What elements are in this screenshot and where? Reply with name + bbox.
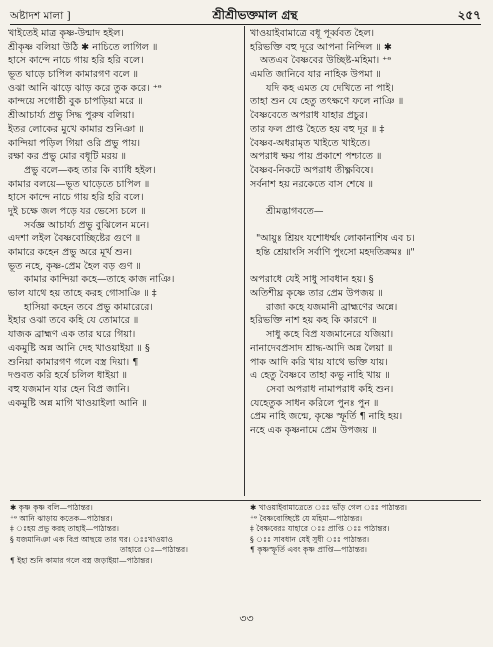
verse-line: নানাদেবপ্রসাদ শ্রাদ্ধ-আদি অন্ন লৈয়া ॥ [250,342,393,354]
verse-line: কামার বলয়ে—ভূত ঘাড়েতে চাপিল ॥ [8,178,150,190]
verse-line: কান্দিয়া পড়িল গিয়া ওরি প্রভু পায়। [8,137,141,149]
verse-line: এদশা লইল বৈষ্ণবোচ্ছিষ্টের গুণে ॥ [8,233,141,245]
verse-line: হরিভক্তি বহু দূরে আপনা নিন্দিল ॥ ✱ [250,41,392,53]
footnote: ‡ ঃহয় প্রভু করহ তাহাই—পাঠান্তর। [10,524,119,533]
verse-line: খাইতেই মাত্র কৃষ্ণ-উন্মাদ হইল। [8,28,124,39]
line-gap [250,219,484,233]
verse-line: ওঝা আনি ঝাড়ে ঝাড় করে তুক করে। ⁺ᶱ [8,82,162,94]
footnotes-left [10,503,240,566]
verse-line: হাসিয়া কহেন তবে প্রভু কামারেরে। [24,301,153,313]
verse-line: ইহার ওঝা তবে কহি যে তোমারে ॥ [8,315,139,327]
line-gap [250,260,484,274]
footnote: ⁺ᶱ আনি ঝাড়ায় কতেক—পাঠান্তর। [10,513,113,523]
verse-line: ভাল যাথে হয় তাহে করহ গোসাঞি ॥ ‡ [8,288,157,300]
verse-line: বহু যজমান যার হেন বিপ্র জানি। [8,383,130,395]
header-page-number: ২৫৭ [457,8,481,22]
header-rule [10,24,481,25]
header-left: অষ্টাদশ মালা ] [10,10,71,22]
verse-line: যাজক ব্রাহ্মণ এক তার ঘরে গিয়া। [8,329,136,341]
footnote: তাহারে ঃ—পাঠান্তর। [120,545,188,554]
verse-line: বৈষ্ণবেতে অপরাধ যাহার প্রচুর। [250,110,368,122]
verse-line: কান্দয়ে সগোষ্ঠী বুক চাপড়িয়া মরে ॥ [8,96,143,108]
verse-line: এমতি জানিবে যার নাহিক উপমা ॥ [250,69,381,81]
verse-line: কামারে কহেন প্রভু অরে মূর্খ শুন। [8,247,133,258]
sanskrit-quote-line: হন্তি শ্রেয়াংসি সর্বাণি পুংসো মহদতিক্রমঃ ॥" [256,247,415,259]
verse-line: পাক আদি করি খায় যাথে ভক্তি যায়। [250,356,388,368]
verse-line: বৈষ্ণব-অধরামৃত খাইতে খাইতে। [250,137,371,149]
footnote: § ঃঃ সাবধান যেই সুধী ঃঃ পাঠান্তর। [250,534,370,544]
footnote-rule [10,500,481,501]
verse-line: একমুষ্টি অন্ন মাগি খাওয়াইলা আনি ॥ [8,397,147,409]
verse-line: রক্ষা কর প্রভু মোর বধূটি মরয় ॥ [8,151,127,163]
verse-line: সর্বজ্ঞ আচার্য্য প্রভু বুঝিলেন মনে। [24,219,150,231]
footnote: ⁺ᶱ বৈষ্ণবোচ্ছিষ্টে যে মহিমা—পাঠান্তর। [250,513,363,523]
verse-line: দুই চক্ষে জল পড়ে যর ভেস্যে চলে ॥ [8,205,146,217]
header-title: শ্রীশ্রীভক্তমাল গ্রন্থ [212,8,298,22]
verse-line: রাজা কহে যজমানী ব্রাহ্মণের অন্নে। [266,301,398,313]
verse-line: দণ্ডবত করি হর্ষে চলিল ধাইয়া ॥ [8,370,128,382]
verse-line: প্রেম নাহি জন্মে, কৃষ্ণে স্ফূর্তি ¶ নাহি হয়। [250,411,403,423]
verse-line: যদি কহ এমত যে দেখিতে না পাই। [266,82,394,94]
left-column [8,27,246,410]
footnote: § যজমানিঞা এক বিপ্র আছয়ে তার ঘর। ঃঃখাওয়াও [10,534,173,544]
verse-line: হরিভক্তি নাশ হয় কহ কি কারণে ॥ [250,315,377,327]
verse-line: শ্রীকৃষ্ণ বলিয়া উঠি ✱ নাচিতে লাগিল ॥ [8,41,158,53]
footnotes-right [250,503,482,556]
verse-line: একমুষ্টি অন্ন আনি দেহ খাওয়াইয়া ॥ § [8,342,150,354]
verse-line: সেবা অপরাধ নামাপরাধ কহি শুন। [266,383,394,395]
verse-line: ভূত নহে, কৃষ্ণ-প্রেম হৈল বড় গুণ ॥ [8,260,141,272]
verse-line: ভূত ঘাড়ে চাপিল কামারগণ বলে ॥ [8,69,139,81]
verse-line: প্রভু বলে—কহ তার কি ব্যাধি হইল। [24,164,156,176]
verse-line: অপরাধ ক্ষয় পায় প্রকাশে পশ্চাতে ॥ [250,151,382,163]
running-header [10,6,481,24]
verse-line: হাসে কান্দে নাচে গায় হরি হরি বলে। [8,192,144,204]
footnote: ¶ কৃষ্ণস্ফূর্তি এবং কৃষ্ণ প্রাপ্তি—পাঠান্তর। [250,545,367,554]
page-number: ৩৩ [239,612,254,625]
verse-line: অতিশীঘ্র কৃষ্ণে তার প্রেম উপজয় ॥ [250,288,383,300]
right-column [250,27,484,438]
verse-line: অতএব বৈষ্ণবের উচ্ছিষ্ট-মহিমা। ⁺ᶱ [260,55,392,67]
verse-line: শ্রীআচার্য্য প্রভু সিদ্ধ পুরুষ বলিয়া। [8,110,135,122]
verse-line: অপরাধে যেই সাধু সাবধান হয়। § [250,274,374,286]
footnote: ‡ বৈষ্ণবেরঃ যাহারে ঃঃ প্রাপ্তি ঃঃ পাঠান্তর। [250,524,390,533]
verse-line: তাহা শুন যে হেতু তৎক্ষণে ফলে নাঞি ॥ [250,96,404,108]
verse-line: সাধু কহে বিপ্র যজমানেরে যজিয়া। [266,329,394,341]
verse-line: কামার কান্দিয়া কহে—তাহে কাজ নাঞি। [24,274,175,286]
verse-line: নহে এক কৃষ্ণনামে প্রেম উপজয় ॥ [250,424,377,436]
verse-line: ইতর লোকের মুখে কামার শুনিঞা ॥ [8,123,144,135]
verse-line: যেহেতুক সাধন করিলে পুনঃ পুন ॥ [250,397,379,409]
verse-line: বৈষ্ণব-নিকটে অপরাধ তীক্ষ্ণবিষে। [250,164,374,176]
verse-line: সর্বনাশ হয় নরকেতে বাস শেষে ॥ [250,178,374,190]
verse-line: তার ফল প্রাপ্ত হৈতে হয় বহু দূর ॥ ‡ [250,123,385,135]
verse-line: এ হেতু বৈষ্ণবে তাহা কভু নাহি খায় ॥ [250,370,390,382]
verse-line: হাসে কান্দে নাচে গায় হরি হরি বলে। [8,55,144,67]
footnote: ✱ কৃষ্ণ কৃষ্ণ বলি—পাঠান্তর। [10,503,93,512]
footnote: ¶ ইহা শুনি কামার গলে বস্ত্র জড়াইয়া—পাঠান্তর। [10,555,153,565]
verse-line: শুনিয়া কামারগণ গলে বস্ত্র দিয়া। ¶ [8,356,139,368]
sanskrit-quote-line: "আয়ুঃ শ্রিয়ং যশোধর্ম্মং লোকানাশিষ এব চ। [256,233,415,245]
source-heading: শ্রীমদ্ভাগবতে— [266,205,324,217]
line-gap [250,191,484,205]
footnote: ✱ খাওয়াইবামাত্রেতে ঃঃ ভাঁড় গেল ঃঃ পাঠান্তর। [250,503,408,512]
verse-line: খাওয়াইবামাত্রে বধূ পূর্ব্ববত হৈল। [250,28,375,39]
